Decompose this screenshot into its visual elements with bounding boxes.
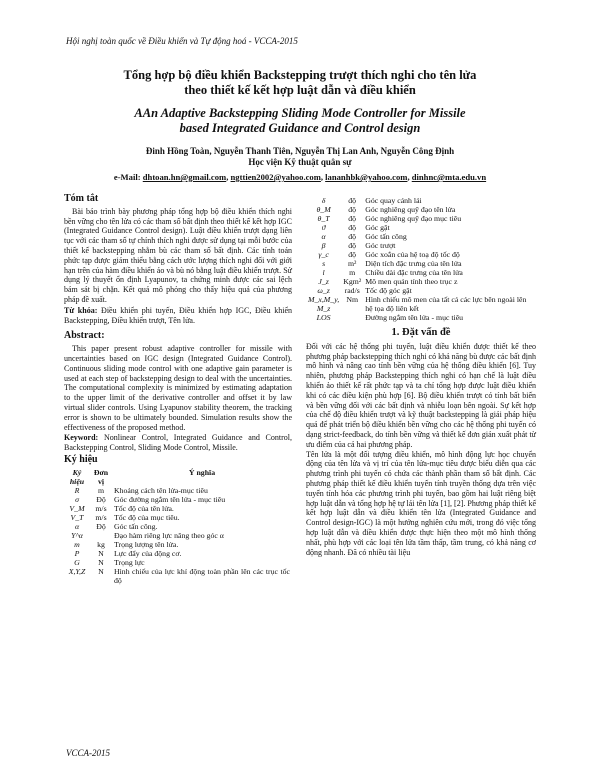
right-column [306,196,536,557]
running-footer: VCCA-2015 [66,748,110,758]
symbol-row [306,313,536,322]
symbol-cell: α [321,232,326,241]
symbol-row [64,522,292,531]
symbol-cell: LOS [316,313,331,322]
symbol-row [306,205,536,214]
symbol-cell: δ [321,196,326,205]
keywords-vn-label: Từ khóa: [64,305,98,315]
title-vn-line-2: theo thiết kế kết hợp luật dẫn và điều khiển [184,83,416,97]
section-1-heading: 1. Đặt vấn đề [391,327,451,338]
symbols-header-table [64,468,292,486]
abstract-en-heading: Abstract: [64,330,105,342]
symbol-cell: γ_c [318,250,329,259]
symbol-row [306,295,536,313]
meaning-cell: Khoảng cách tên lửa-mục tiêu [114,485,208,495]
symbol-cell: V_T [70,512,84,522]
meaning-cell: Trọng lượng tên lửa. [114,539,179,549]
unit-cell: Kgm² [343,277,362,286]
symbol-cell: Y^α [71,530,83,540]
unit-cell: N [98,566,104,576]
symbol-row [64,540,292,549]
meaning-cell: Góc trượt [365,241,396,250]
unit-cell: m/s [95,503,107,513]
unit-cell: kg [97,539,105,549]
keywords-vn [64,306,292,326]
symbol-cell: σ [75,494,79,504]
meaning-cell: Góc tấn công [365,232,407,241]
meaning-cell: Tốc độ của mục tiêu. [114,512,180,522]
unit-cell: độ [348,223,357,232]
unit-cell: m/s [95,512,107,522]
symbol-row [306,214,536,223]
symbol-cell: G [74,557,80,567]
meaning-cell: Đạo hàm riêng lực nâng theo góc α [114,530,224,540]
unit-cell: độ [348,214,357,223]
unit-cell [341,313,363,322]
unit-cell: N [98,548,104,558]
left-column [64,188,292,585]
symbol-cell: θ_M [316,205,331,214]
symbols-heading: Ký hiệu [64,453,98,465]
meaning-cell: Góc tấn công. [114,521,158,531]
unit-cell: Độ [96,521,106,531]
meaning-cell: Góc nghiêng quỹ đạo mục tiêu [365,214,462,223]
symbol-cell: α [74,521,80,531]
email-link[interactable]: dinhnc@mta.edu.vn [411,172,487,182]
symbol-cell: β [321,241,326,250]
symbols-table-left [64,486,292,585]
symbol-row [306,241,536,250]
unit-cell: độ [348,232,357,241]
meaning-cell: Hình chiếu mô men của tất cả các lực bên ngoài lên hệ tọa độ liên kết [365,295,527,313]
symbol-cell: J_z [318,277,329,286]
unit-cell: N [98,557,104,567]
meaning-cell: Góc nghiêng quỹ đạo tên lửa [365,205,456,214]
symbol-row [306,259,536,268]
keywords-en-label: Keyword: [64,433,99,443]
symbols-col-symbol: Ký hiệu [69,467,85,486]
unit-cell: độ [348,250,357,259]
meaning-cell: Chiều dài đặc trưng của tên lửa [365,268,463,277]
keywords-vn-text: Điều khiển phi tuyến, Điều khiển hợp IGC, Điều khiển Backstepping, Điều khiển trượt, Tên lửa. [64,305,293,325]
meaning-cell: Hình chiếu của lực khí động toàn phần lên các trục tốc độ [114,566,290,585]
symbol-row [306,196,536,205]
section-1-body [306,342,536,558]
symbol-cell: θ_T [317,214,330,223]
symbol-cell: V_M [69,503,85,513]
symbol-cell: s [322,259,326,268]
email-link[interactable]: ngttien2002@yahoo.com [230,172,321,182]
email-line: e-Mail: dhtoan.hn@gmail.com, ngttien2002@yahoo.com, lananhbk@yahoo.com, dinhnc@mta.edu.vn [113,172,487,182]
symbol-row [306,223,536,232]
title-english [60,106,540,136]
symbol-cell: R [74,485,80,495]
symbol-cell: X,Y,Z [68,566,86,576]
unit-cell: Độ [96,494,106,504]
abstract-vn-heading: Tóm tắt [64,193,99,204]
title-vn-line-1: Tổng hợp bộ điều khiển Backstepping trượt thích nghi cho tên lửa [123,68,477,82]
meaning-cell: Góc đường ngắm tên lửa - mục tiêu [114,494,226,504]
unit-cell: m [349,268,356,277]
symbol-row [64,558,292,567]
symbol-cell: m [74,539,80,549]
author-names: Đinh Hồng Toàn, Nguyễn Thanh Tiên, Nguyễn Thị Lan Anh, Nguyễn Công Định [145,146,455,156]
unit-cell: độ [348,196,357,205]
symbol-row [306,268,536,277]
keywords-en [64,433,292,453]
symbols-col-unit: Đơn vị [93,467,109,486]
unit-cell: m [97,485,105,495]
symbol-row [306,286,536,295]
unit-cell: độ [348,241,357,250]
symbols-col-meaning: Ý nghĩa [188,467,216,477]
symbols-table-right [306,196,536,322]
symbol-row [306,232,536,241]
symbol-cell: l [322,268,325,277]
symbol-row [306,250,536,259]
section-1-paragraph: Tên lửa là một đối tượng điều khiển, mô hình động lực học chuyển động của tên lửa và vị trí của tên lửa-mục tiêu được biểu diễn qua các phương trình phi tuyến có chứa các thành phần tham số bất định. Các phương pháp thiết kế điều khiển tuyến tính truyền thống dựa trên việc tuyến tính hóa các phương trình phi tuyến, bao gồm hai luật riêng biệt hợp luật dẫn và tổng hợp hệ tự lái tên lửa [1], [2]. Phương pháp thiết kế kết hợp luật dẫn và điều khiển tên lửa (Integrated Guidance and Control design-IGC) là một hướng nghiên cứu mới, trong đó việc tổng hợp luật dẫn và điều khiển được thực hiện theo một mô hình thống nhất, phù hợp với các loại tên lửa tầm thấp, tầm trung, có khả năng cơ động nhanh. Đã có nhiều tài liệu [306,449,536,557]
meaning-cell: Góc xoắn của hệ toạ độ tốc độ [365,250,460,259]
running-header: Hội nghị toàn quốc về Điều khiển và Tự động hoá - VCCA-2015 [66,36,298,46]
symbol-cell: M_x,M_y, M_z [308,295,340,313]
email-link[interactable]: dhtoan.hn@gmail.com [142,172,227,182]
abstract-vn-text: Bài báo trình bày phương pháp tổng hợp bộ điều khiển thích nghi bền vững cho tên lửa có các tham số bất định theo thiết kế kết hợp IGC (Integrated Guidance Control design). Luật điều khiển trượt dạng liên tục với các tham số tự chỉnh thích nghi được sử dụng tại mỗi bước của thiết kế backstepping nhằm bù các tham số bất định. Các tính toán phức tạp được giảm thiểu bằng cách ước lượng thích nghi đối với giới hạn trên của hàm điều khiển ảo và bù nó bằng luật điều khiển trượt. Sử dụng lý thuyết ổn định Lyapunov, ta chứng minh được các sai lệch bám sát bị chặn. Kết quả mô phỏng cho thấy hiệu quả của phương pháp đề xuất. [64,206,292,304]
symbol-row [64,549,292,558]
symbol-row [64,567,292,585]
symbol-row [64,531,292,540]
meaning-cell: Trọng lực [114,557,145,567]
symbol-row [64,504,292,513]
email-label: e-Mail: [113,172,141,182]
email-link[interactable]: lananhbk@yahoo.com [325,172,408,182]
keywords-en-text: Nonlinear Control, Integrated Guidance and Control, Backstepping Control, Sliding Mode Control, Missile. [64,433,292,453]
meaning-cell: Tốc độ góc gật [365,286,412,295]
unit-cell: Nm [346,295,359,304]
unit-cell [90,531,112,540]
abstract-en-text: This paper present robust adaptive controller for missile with uncertainties based on IGC design (Integrated Guidance Control). Continuous sliding mode control with one adaptive gain parameter is used at each step of backstepping design to deal with the uncertainties. The computational complexity is minimized by estimating adaptation to the upper limit of the derivative controller and offset it by law virtual slider controls. Using Lyapunov stability theorem, the tracking error is shown to be ultimately bounded. Simulation results show the effectiveness of the proposed method. [64,344,292,432]
meaning-cell: Tốc độ của tên lửa. [114,503,174,513]
author-block [60,146,540,168]
meaning-cell: Diện tích đặc trưng của tên lửa [365,259,462,268]
symbol-row [306,277,536,286]
meaning-cell: Lực đẩy của động cơ. [114,548,182,558]
title-en-line-2: based Integrated Guidance and Control design [179,121,421,135]
meaning-cell: Đường ngắm tên lửa - mục tiêu [365,313,464,322]
symbol-cell: ϑ [321,223,326,232]
title-vietnamese [60,68,540,98]
symbol-cell: P [74,548,80,558]
affiliation: Học viện Kỹ thuật quân sự [248,157,352,167]
meaning-cell: Góc quay cánh lái [365,196,422,205]
symbol-row [64,495,292,504]
unit-cell: độ [348,205,357,214]
symbol-row [64,486,292,495]
meaning-cell: Mô men quán tính theo trục z [365,277,458,286]
symbol-cell: ω_z [317,286,330,295]
meaning-cell: Góc gật [365,223,390,232]
title-en-line-1: AAn Adaptive Backstepping Sliding Mode Controller for Missile [134,106,466,120]
section-1-paragraph: Đối với các hệ thống phi tuyến, luật điều khiển được thiết kế theo phương pháp backstepping thích nghi có khả năng bù được các bất định mô hình và nâng cao tính bền vững của hệ thống điều khiển [6]. Tuy nhiên, phương pháp Backstepping thích nghi có hạn chế là luật điều khiển ảo thiết kế rất phức tạp và ta chỉ tổng hợp được luật điều khiển khi có các điều kiện phù hợp [6]. Bộ điều khiển trượt có tính bất biến và bền vững đối với các bất định và nhiễu loạn bên ngoài. Sự kết hợp của chế độ điều khiển trượt và kỹ thuật backstepping là giải pháp hiệu quả để phát triển bộ điều khiển bền vững cho các hệ thống phi tuyến có dạng strict-feedback, do tính bền vững và thiết kế đơn giản xuất phát từ ưu điểm của cả hai phương pháp. [306,341,536,449]
unit-cell: rad/s [344,286,360,295]
symbol-row [64,513,292,522]
unit-cell: m² [347,259,357,268]
